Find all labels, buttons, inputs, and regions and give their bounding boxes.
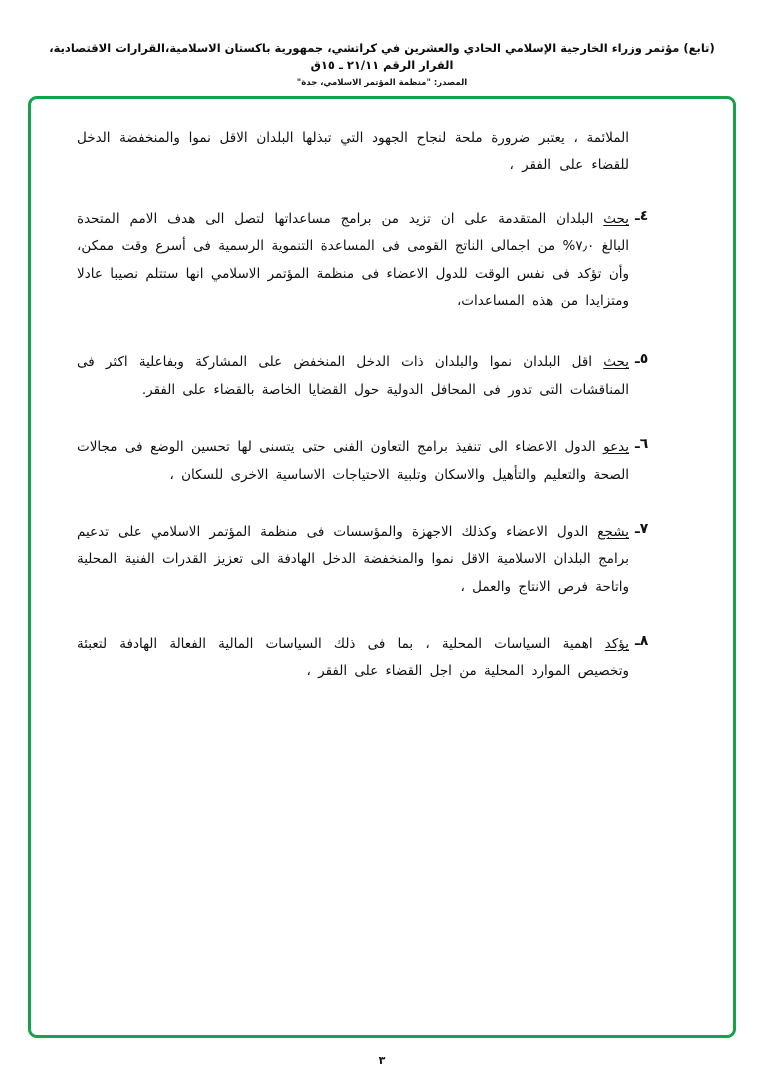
- paragraph-number: ٥ـ: [635, 351, 649, 368]
- paragraph-text-run: الدول الاعضاء الى تنفيذ برامج التعاون الفنى حتى يتسنى لها تحسين الوضع فى مجالات الصحة والتعليم والتأهيل والاسكان وتلبية الاحتياجات الاساسية الاخرى للسكان ،: [77, 439, 629, 483]
- green-bordered-content-frame: [28, 96, 736, 1038]
- paragraph-keyword: يحث: [603, 210, 629, 227]
- paragraph-number: ٨ـ: [635, 633, 649, 650]
- paragraph-number: ٦ـ: [635, 436, 649, 453]
- paragraph-text-run: الملائمة ، يعتبر ضرورة ملحة لنجاح الجهود التي تبذلها البلدان الاقل نموا والمنخفضة الدخل للقضاء على الفقر ،: [77, 130, 629, 174]
- paragraph-text: [77, 125, 629, 180]
- paragraph-text-run: البلدان المتقدمة على ان تزيد من برامج مساعداتها لتصل الى هدف الامم المتحدة البالغ ٧٫٠% من اجمالى الناتج القومى فى المساعدة التنموية الرسمية فى أسرع وقت ممكن، وأن تؤكد فى نفس الوقت للدول الاعضاء فى منظمة المؤتمر الاسلامي انها ستتلم نصيبا عادلا ومتزايدا من هذه المساعدات،: [77, 210, 630, 309]
- paragraph-8: [77, 631, 687, 686]
- paragraph-keyword: يؤكد: [604, 636, 629, 653]
- paragraph-7: [77, 519, 687, 601]
- paragraph-text-run: الدول الاعضاء وكذلك الاجهزة والمؤسسات فى منظمة المؤتمر الاسلامي على تدعيم برامج البلدان الاسلامية الاقل نموا والمنخفضة الدخل الهادفة الى تعزيز القدرات الفنية المحلية واتاحة فرص الانتاج والعمل ،: [77, 523, 629, 595]
- paragraph-number: ٤ـ: [635, 207, 649, 224]
- paragraph-text-run: اهمية السياسات المحلية ، بما فى ذلك السياسات المالية الفعالة الهادفة لتعبئة وتخصيص الموارد المحلية من اجل القضاء على الفقر ،: [77, 636, 629, 680]
- paragraph-text: [77, 519, 629, 601]
- paragraph-text: [77, 434, 629, 489]
- paragraph-text: [77, 631, 629, 686]
- paragraph-text: [77, 349, 629, 404]
- paragraph-keyword: يحث: [603, 354, 629, 371]
- paragraph-keyword: يشجع: [597, 523, 629, 540]
- paragraph-text-run: اقل البلدان نموا والبلدان ذات الدخل المنخفض على المشاركة وبفاعلية اكثر فى المناقشات التى تدور فى المحافل الدولية حول القضايا الخاصة بالقضاء على الفقر.: [77, 354, 629, 398]
- paragraph-text: [77, 206, 629, 316]
- paragraph-number: [629, 125, 687, 127]
- page-number: ٣: [378, 1054, 386, 1067]
- paragraph-6: [77, 434, 687, 489]
- resolution-text-block: [31, 99, 733, 1035]
- paragraph-continuation: [77, 125, 687, 180]
- paragraph-keyword: يدعو: [603, 439, 629, 456]
- paragraph-4: [77, 206, 687, 316]
- header-source: المصدر: "منظمة المؤتمر الاسلامي، جدة": [296, 77, 468, 88]
- header-title: (تابع) مؤتمر وزراء الخارجية الإسلامي الحادي والعشرين في كراتشي، جمهورية باكستان الاسلامية،القرارات الاقتصادية، القرار الرقم ٢١/١١ ـ ١٥ق: [49, 41, 715, 73]
- paragraph-number: ٧ـ: [635, 520, 649, 537]
- paragraph-5: [77, 349, 687, 404]
- document-header: [0, 0, 764, 88]
